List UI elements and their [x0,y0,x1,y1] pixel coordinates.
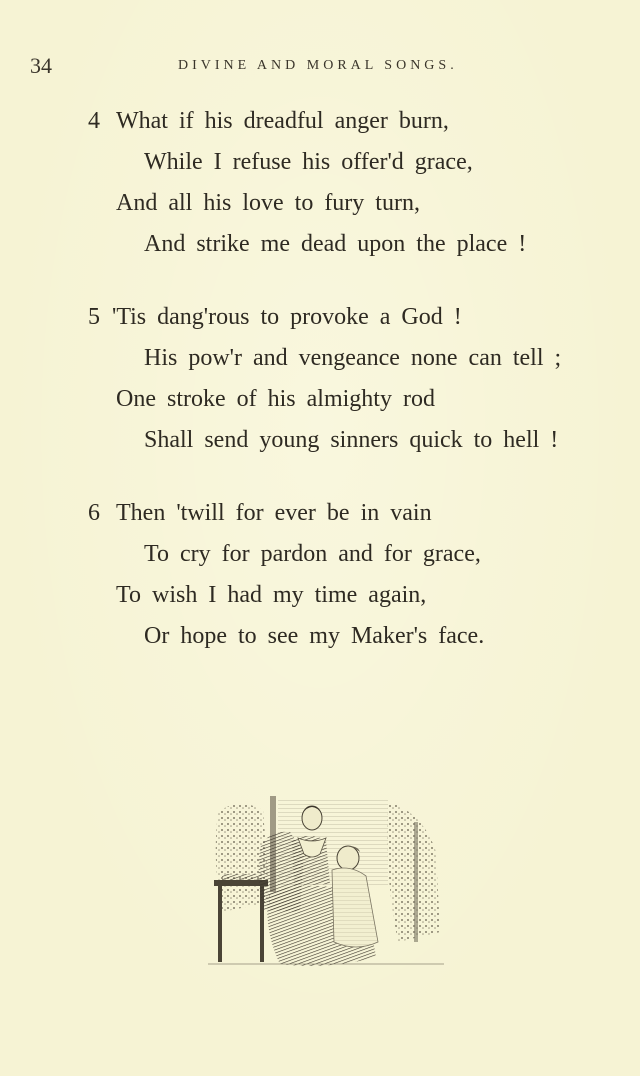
engraving-mother-and-child-icon [208,792,444,970]
stanza-number: 4 [88,108,100,134]
verse-line: What if his dreadful anger burn, [116,108,449,134]
verse-line: While I refuse his offer'd grace, [144,149,473,175]
verse-line: Or hope to see my Maker's face. [144,623,485,649]
verse-line: To wish I had my time again, [116,582,427,608]
page-number: 34 [30,53,52,78]
stanza-number: 5 [88,304,100,330]
verse-line: To cry for pardon and for grace, [144,541,481,567]
verse-line: 'Tis dang'rous to provoke a God ! [112,304,462,330]
verse-line: Shall send young sinners quick to hell ! [144,427,559,453]
verse-line: His pow'r and vengeance none can tell ; [144,345,562,371]
running-title: DIVINE AND MORAL SONGS. [178,58,458,73]
verse-line: And strike me dead upon the place ! [144,231,527,257]
stanza-number: 6 [88,500,100,526]
verse-line: And all his love to fury turn, [116,190,420,216]
verse-line: Then 'twill for ever be in vain [116,500,432,526]
verse-line: One stroke of his almighty rod [116,386,435,412]
